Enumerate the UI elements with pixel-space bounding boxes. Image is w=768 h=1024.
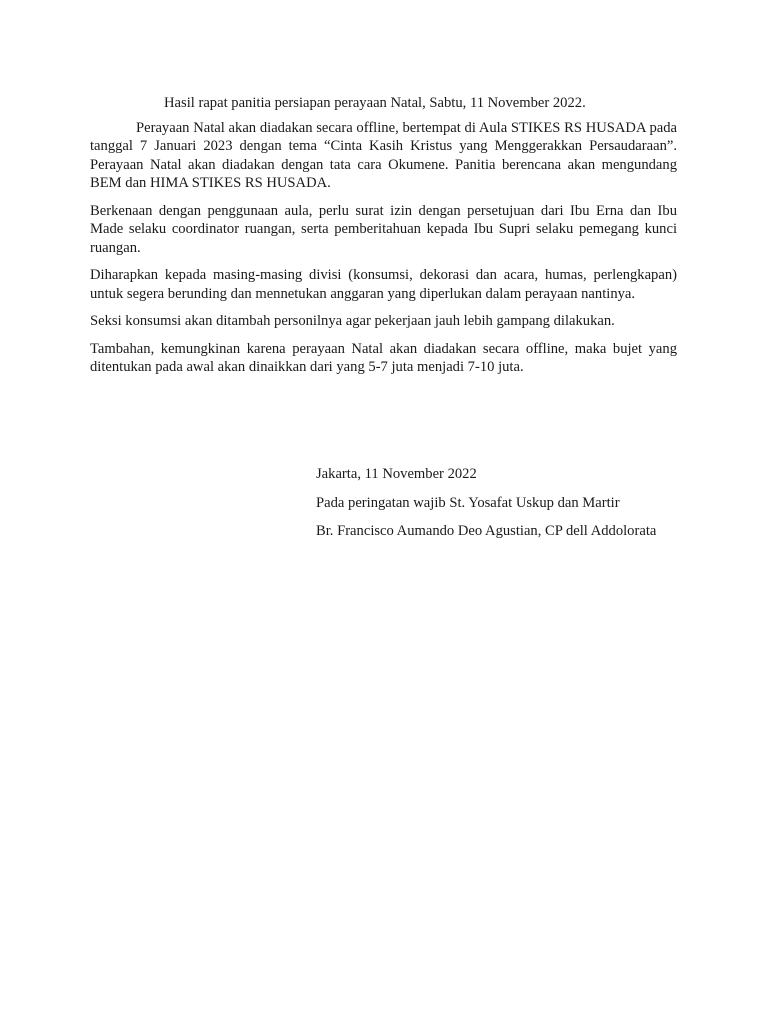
signature-signer: Br. Francisco Aumando Deo Agustian, CP dell Addolorata — [316, 523, 657, 539]
paragraph-event-details: Perayaan Natal akan diadakan secara offline, bertempat di Aula STIKES RS HUSADA pada tanggal 7 Januari 2023 dengan tema “Cinta Kasih Kristus yang Menggerakkan Persaudaraan”. Perayaan Natal akan diadakan dengan tata cara Okumene. Panitia berencana akan mengundang BEM dan HIMA STIKES RS HUSADA. — [90, 119, 677, 191]
paragraph-hall-permission: Berkenaan dengan penggunaan aula, perlu surat izin dengan persetujuan dari Ibu Erna dan Ibu Made selaku coordinator ruangan, serta pemberitahuan kepada Ibu Supri selaku pemegang kunci ruangan. — [90, 202, 677, 256]
paragraph-consumption-section: Seksi konsumsi akan ditambah personilnya agar pekerjaan jauh lebih gampang dilakukan. — [90, 313, 615, 329]
paragraph-budget-increase: Tambahan, kemungkinan karena perayaan Natal akan diadakan secara offline, maka bujet yang ditentukan pada awal akan dinaikkan dari yang 5-7 juta menjadi 7-10 juta. — [90, 340, 677, 375]
signature-occasion: Pada peringatan wajib St. Yosafat Uskup dan Martir — [316, 494, 620, 511]
signature-place-date: Jakarta, 11 November 2022 — [316, 466, 477, 482]
paragraph-division-budget: Diharapkan kepada masing-masing divisi (konsumsi, dekorasi dan acara, humas, perlengkapan) untuk segera berunding dan mennetukan anggaran yang diperlukan dalam perayaan nantinya. — [90, 267, 677, 302]
document-body — [90, 94, 677, 386]
document-title: Hasil rapat panitia persiapan perayaan Natal, Sabtu, 11 November 2022. — [164, 95, 586, 111]
signature-block — [316, 465, 736, 551]
